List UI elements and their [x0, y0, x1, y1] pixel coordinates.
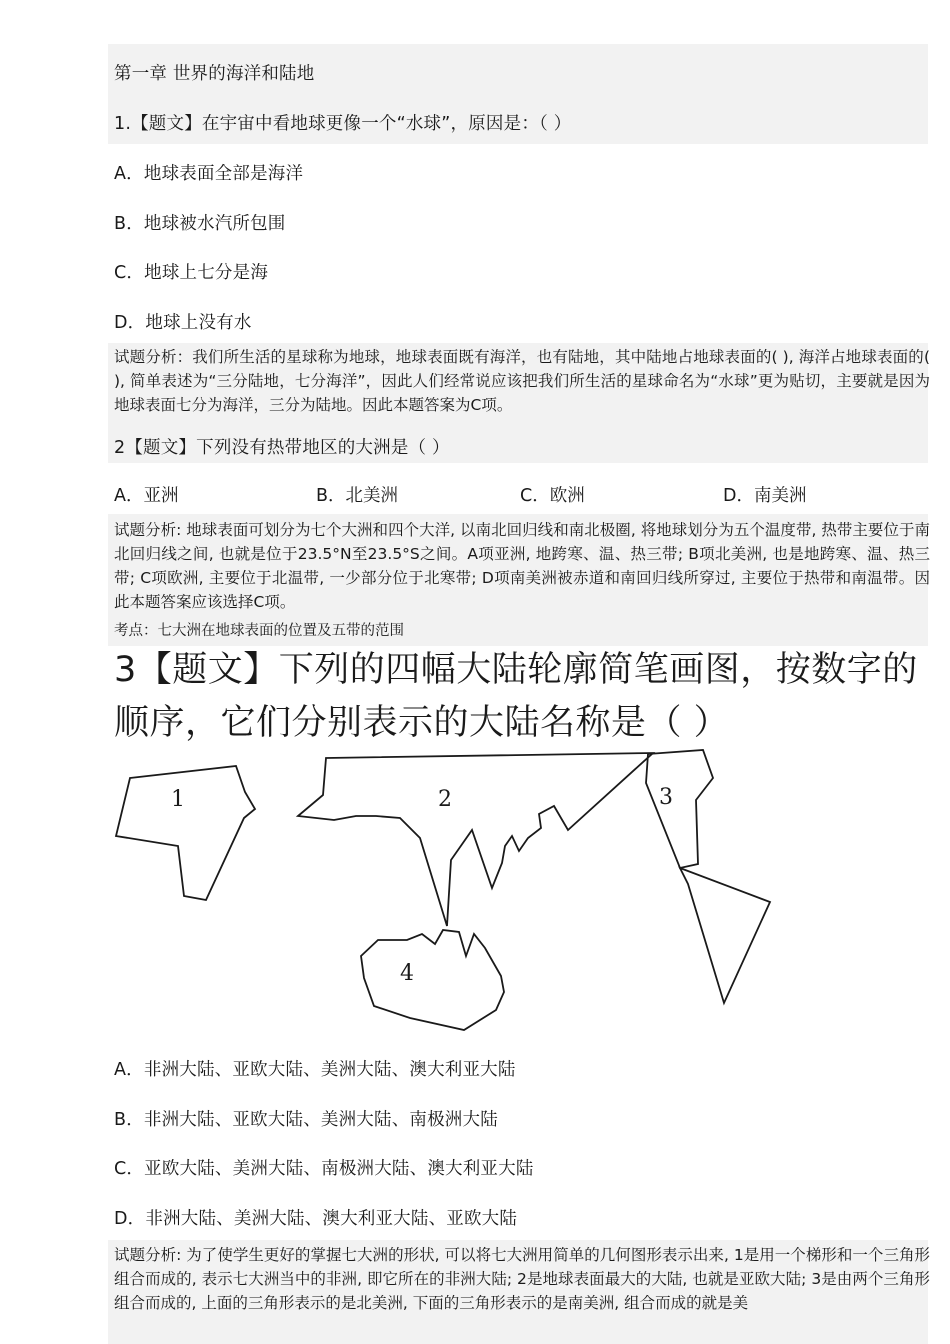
q1-analysis: 试题分析：我们所生活的星球称为地球，地球表面既有海洋，也有陆地，其中陆地占地球表面的( ), 海洋占地球表面的( ), 简单表述为“三分陆地，七分海洋”，因此人们经常说应该把我们所生活的星球命名为“水球”更为贴切，主要就是因为地球表面七分为海洋，三分为陆地。因此本题答案为C项。 [114, 348, 930, 414]
q3-option-a: A．非洲大陆、亚欧大陆、美洲大陆、澳大利亚大陆 [114, 1060, 516, 1080]
q1-stem: 1.【题文】在宇宙中看地球更像一个“水球”，原因是：（ ） [114, 114, 572, 134]
q2-option-d: D．南美洲 [723, 486, 807, 506]
continent-outline-figure [108, 748, 788, 1038]
q3-option-d: D．非洲大陆、美洲大陆、澳大利亚大陆、亚欧大陆 [114, 1209, 518, 1229]
outline-2-eurasia [298, 753, 653, 926]
q3-option-c: C．亚欧大陆、美洲大陆、南极洲大陆、澳大利亚大陆 [114, 1159, 534, 1179]
outline-4-australia [361, 930, 504, 1030]
q2-option-c: C．欧洲 [520, 486, 585, 506]
q3-analysis: 试题分析: 为了使学生更好的掌握七大洲的形状, 可以将七大洲用简单的几何图形表示出来, 1是用一个梯形和一个三角形组合而成的, 表示七大洲当中的非洲, 即它所在的非洲大陆; 2是地球表面最大的大陆, 也就是亚欧大陆; 3是由两个三角形组合而成的, 上面的三角形表示的是北美洲, 下面的三角形表示的是南美洲, 组合而成的就是美 [114, 1246, 930, 1312]
q2-analysis: 试题分析: 地球表面可划分为七个大洲和四个大洋, 以南北回归线和南北极圈, 将地球划分为五个温度带, 热带主要位于南北回归线之间, 也就是位于23.5°N至23.5°S之间。A项亚洲, 地跨寒、温、热三带; B项北美洲, 也是地跨寒、温、热三带; C项欧洲, 主要位于北温带, 一少部分位于北寒带; D项南美洲被赤道和南回归线所穿过, 主要位于热带和南温带。因此本题答案应该选择C项。 [114, 521, 930, 611]
q2-stem: 2【题文】下列没有热带地区的大洲是（ ） [114, 438, 450, 458]
outline-label-1: 1 [171, 787, 185, 812]
chapter-title: 第一章 世界的海洋和陆地 [114, 64, 315, 84]
outline-3-america-south [680, 868, 770, 1003]
q2-kaodian: 考点：七大洲在地球表面的位置及五带的范围 [114, 623, 404, 639]
q3-stem: 3【题文】下列的四幅大陆轮廓简笔画图，按数字的顺序，它们分别表示的大陆名称是（ ） [114, 650, 918, 743]
outline-label-4: 4 [400, 961, 414, 986]
q1-option-a: A．地球表面全部是海洋 [114, 164, 304, 184]
q2-option-a: A．亚洲 [114, 486, 179, 506]
q1-option-c: C．地球上七分是海 [114, 263, 269, 283]
q1-option-d: D．地球上没有水 [114, 313, 252, 333]
outline-3-america-north [646, 750, 713, 868]
outline-label-3: 3 [659, 785, 673, 810]
q3-option-b: B．非洲大陆、亚欧大陆、美洲大陆、南极洲大陆 [114, 1110, 498, 1130]
q2-option-b: B．北美洲 [316, 486, 399, 506]
outline-1-africa [116, 766, 255, 900]
outline-label-2: 2 [438, 787, 452, 812]
q1-option-b: B．地球被水汽所包围 [114, 214, 286, 234]
